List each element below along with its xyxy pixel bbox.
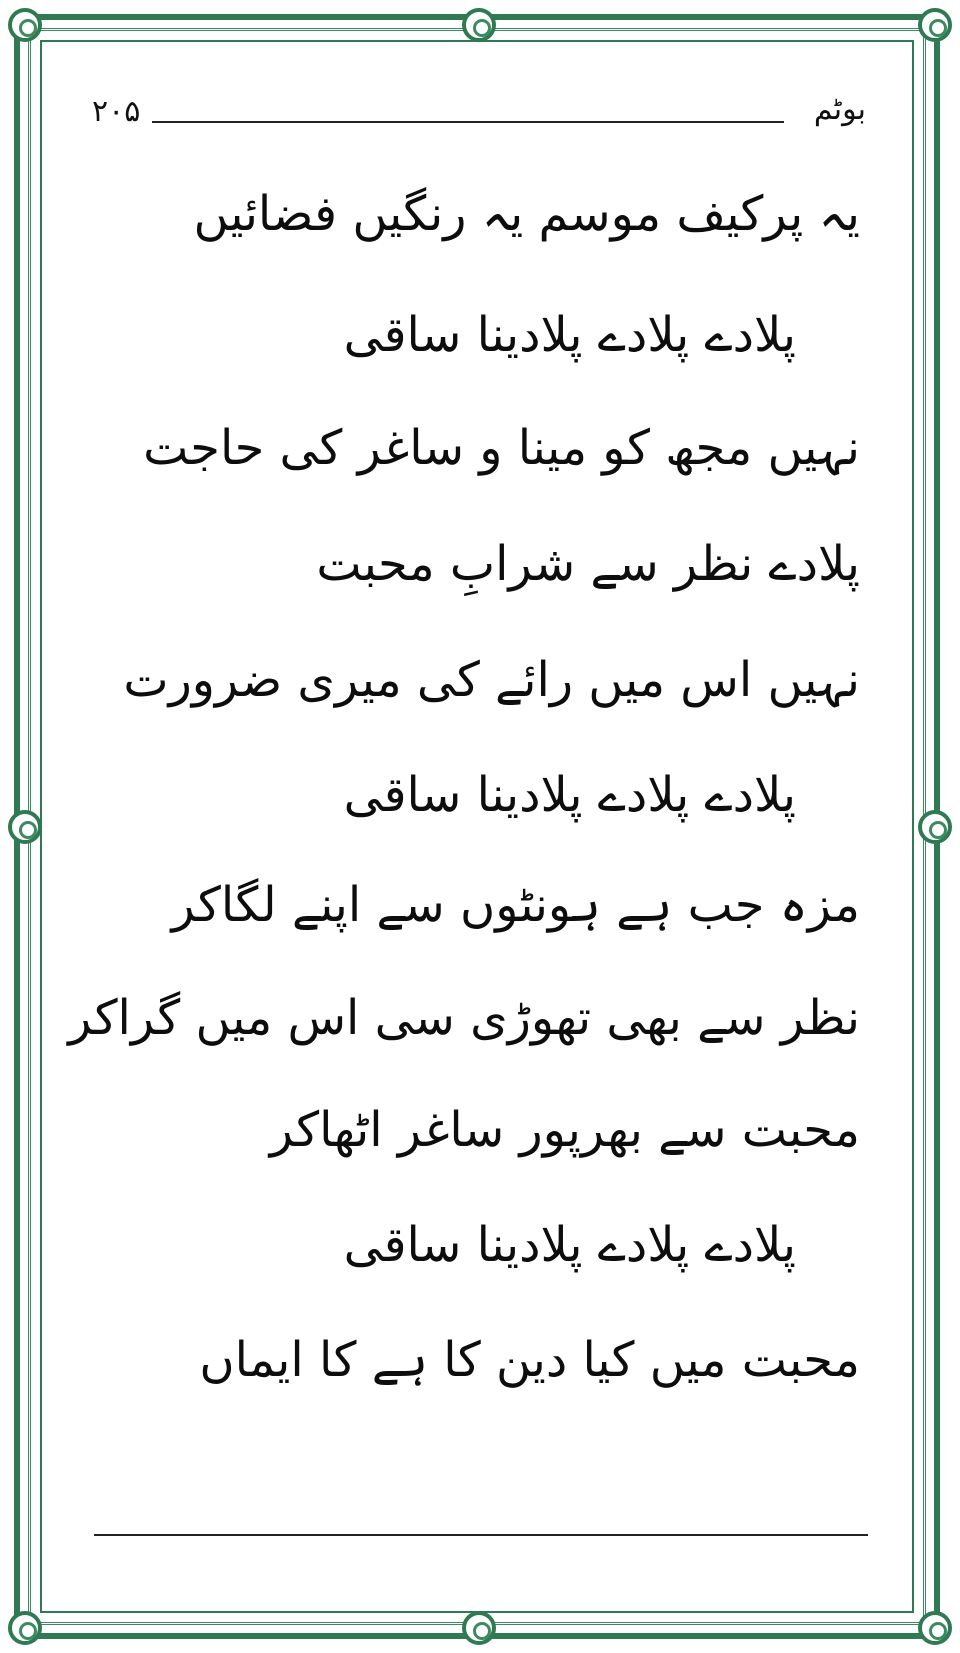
border-ornament-icon — [462, 8, 496, 42]
verse-line: مزہ جب ہے ہونٹوں سے اپنے لگاکر — [171, 877, 860, 933]
verse-line: پلادے پلادے پلادینا ساقی — [343, 1217, 796, 1273]
corner-ornament-icon — [8, 8, 42, 42]
header-divider — [152, 121, 784, 123]
verse-line: پلادے پلادے پلادینا ساقی — [343, 307, 796, 363]
verse-line: محبت سے بھرپور ساغر اٹھاکر — [269, 1102, 860, 1158]
verse-line: نہیں اس میں رائے کی میری ضرورت — [123, 652, 860, 708]
border-ornament-icon — [918, 810, 952, 844]
footer-divider — [94, 1534, 868, 1536]
running-title: بوٹم — [813, 92, 866, 127]
verse-line: یہ پرکیف موسم یہ رنگیں فضائیں — [193, 186, 860, 242]
verse-line: پلادے نظر سے شرابِ محبت — [316, 536, 860, 592]
corner-ornament-icon — [8, 1611, 42, 1645]
verse-line: نہیں مجھ کو مینا و ساغر کی حاجت — [143, 420, 860, 476]
verse-line: پلادے پلادے پلادینا ساقی — [343, 767, 796, 823]
corner-ornament-icon — [918, 1611, 952, 1645]
border-ornament-icon — [462, 1611, 496, 1645]
border-ornament-icon — [8, 810, 42, 844]
verse-line: نظر سے بھی تھوڑی سی اس میں گراکر — [68, 990, 860, 1046]
verse-line: محبت میں کیا دین کا ہے کا ایماں — [199, 1332, 860, 1388]
page-number: ۲۰۵ — [92, 94, 141, 129]
corner-ornament-icon — [918, 8, 952, 42]
